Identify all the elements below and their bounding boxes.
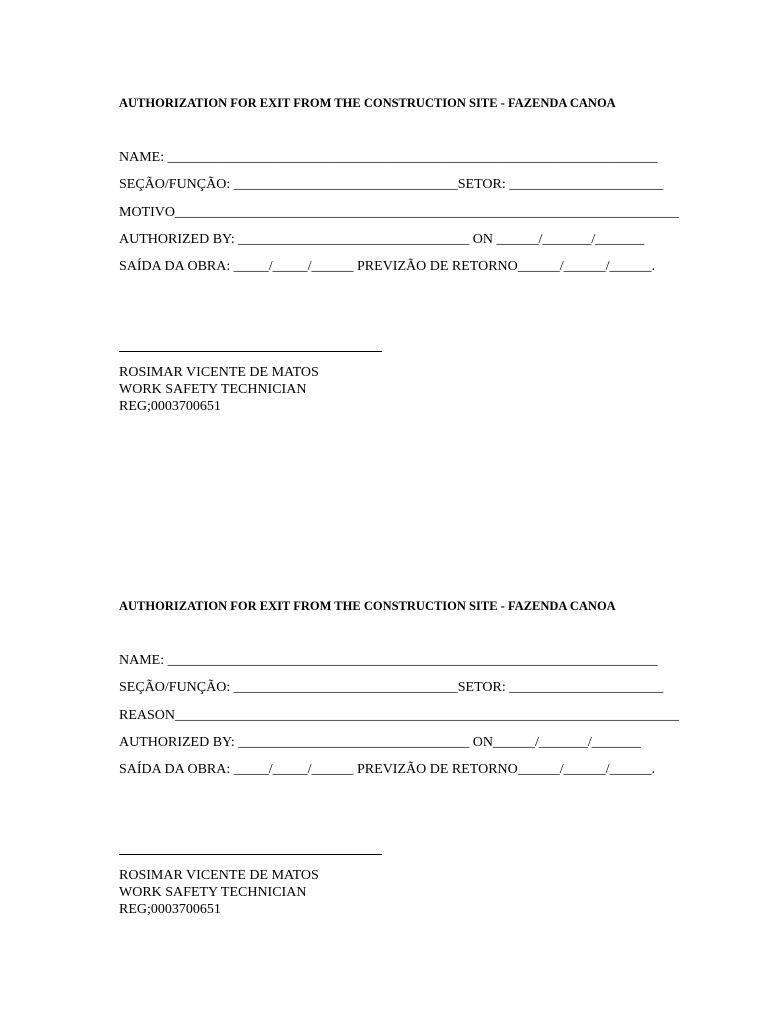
section-function-line: SEÇÃO/FUNÇÃO: ________________________________SETOR: ______________________	[119, 177, 664, 193]
authorized-by-line: AUTHORIZED BY: _________________________________ ON ______/_______/_______	[119, 231, 645, 247]
exit-return-dates-line: SAÍDA DA OBRA: _____/_____/______ PREVIZÃO DE RETORNO______/______/______.	[119, 762, 656, 778]
exit-authorization-form-1	[119, 95, 719, 415]
signer-block	[119, 867, 719, 918]
form-title: AUTHORIZATION FOR EXIT FROM THE CONSTRUCTION SITE - FAZENDA CANOA	[119, 96, 616, 110]
signature-line	[119, 351, 382, 352]
name-line: NAME: ______________________________________________________________________	[119, 150, 658, 165]
exit-return-dates-line: SAÍDA DA OBRA: _____/_____/______ PREVIZÃO DE RETORNO______/______/______.	[119, 259, 656, 275]
name-line: NAME: ______________________________________________________________________	[119, 653, 658, 668]
signer-name: ROSIMAR VICENTE DE MATOS	[119, 868, 319, 884]
exit-authorization-form-2	[119, 598, 719, 918]
signer-name: ROSIMAR VICENTE DE MATOS	[119, 365, 319, 381]
authorized-by-line: AUTHORIZED BY: _________________________________ ON______/_______/_______	[119, 734, 641, 750]
form-title: AUTHORIZATION FOR EXIT FROM THE CONSTRUCTION SITE - FAZENDA CANOA	[119, 599, 616, 613]
reason-line: MOTIVO________________________________________________________________________	[119, 204, 679, 220]
signer-role: WORK SAFETY TECHNICIAN	[119, 382, 307, 398]
signer-role: WORK SAFETY TECHNICIAN	[119, 885, 307, 901]
section-function-line: SEÇÃO/FUNÇÃO: ________________________________SETOR: ______________________	[119, 680, 664, 696]
signer-registration: REG;0003700651	[119, 399, 221, 415]
signer-registration: REG;0003700651	[119, 902, 221, 918]
signer-block	[119, 364, 719, 415]
reason-line: REASON________________________________________________________________________	[119, 707, 680, 723]
signature-line	[119, 854, 382, 855]
